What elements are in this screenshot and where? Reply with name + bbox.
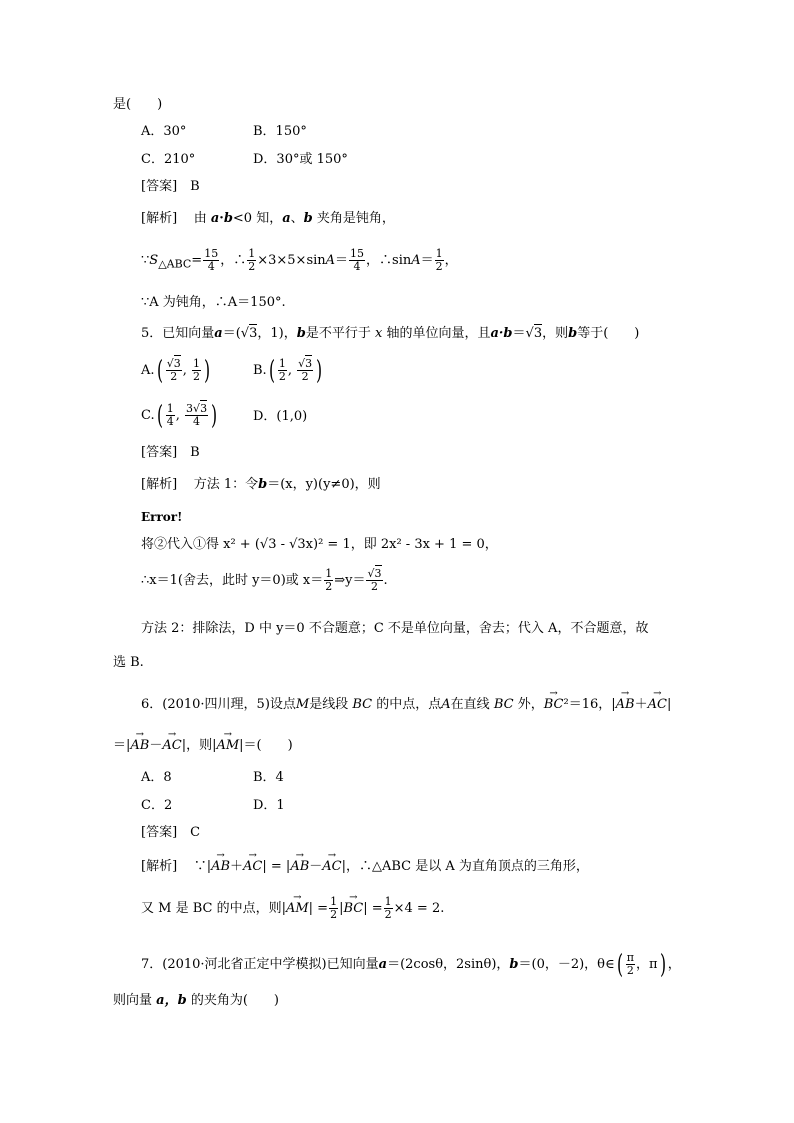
q6-option-c: C．2 [141, 798, 173, 813]
q6-answer: [答案] C [141, 825, 201, 840]
q5-option-a: A.( $\frac{√3}{2}$ , $\frac{1}{2}$ ) [141, 355, 211, 386]
q6-option-b: B．4 [253, 770, 284, 785]
analysis-text: 夹角是钝角， [316, 211, 395, 226]
analysis-text: <0 知， [232, 211, 283, 226]
fraction: $\frac{15}{4}$ [204, 247, 219, 273]
q6-stem-line1: 6．(2010·四川理，5)设点M是线段 BC 的中点，点A在直线 BC 外，→ BC²＝16，|→ AB＋→ AC| [141, 696, 671, 714]
q5-method2: 方法 2：排除法，D 中 y＝0 不合题意；C 不是单位向量，舍去；代入 A，不合题意，故 [141, 621, 649, 636]
q5-substitution: 将②代入①得 x² + (√3 - √3x)² = 1，即 2x² - 3x + 1 = 0， [141, 537, 498, 552]
math-text: ，∴sin [366, 253, 412, 268]
q4-option-c: C．210° [141, 152, 196, 167]
q5-option-c: C.( $\frac{1}{4}$ , $\frac{3√3}{4}$ ) [141, 400, 218, 431]
math-sub: △ABC [158, 257, 192, 271]
q4-analysis: [解析] 由 a·b<0 知，a、b 夹角是钝角， [141, 211, 395, 226]
math-a: A [411, 253, 421, 268]
q5-option-d: D．(1,0) [253, 409, 308, 424]
fraction: $\frac{1}{2}$ [435, 247, 443, 273]
q5-method2-end: 选 B. [113, 655, 144, 670]
fraction: $\frac{1}{2}$ [248, 247, 256, 273]
q6-option-d: D．1 [253, 798, 285, 813]
math-a: A [325, 253, 336, 268]
fraction: $\frac{15}{4}$ [350, 247, 365, 273]
q4-conclusion: ∵A 为钝角，∴A＝150°. [141, 295, 286, 310]
q5-stem: 5．已知向量a＝(√3，1)，b是不平行于 x 轴的单位向量，且a·b＝√3，则b等于( ) [141, 326, 640, 341]
q4-option-d: D．30°或 150° [253, 152, 348, 167]
q4-option-a: A．30° [141, 124, 187, 139]
q6-option-a: A．8 [141, 770, 172, 785]
q4-option-b: B．150° [253, 124, 307, 139]
math-text: ×3×5×sin [257, 253, 326, 268]
q5-answer: [答案] B [141, 445, 200, 460]
analysis-label: [解析] [141, 211, 178, 226]
q4-stem-tail: 是( ) [113, 97, 163, 112]
math-s: S [149, 253, 159, 268]
q6-analysis-2: 又 M 是 BC 的中点，则|→ AM| = $\frac{1}{2}$ |→ BC| = $\frac{1}{2}$ ×4 = 2. [141, 896, 444, 922]
math-text: ， [444, 253, 458, 268]
math-eq: = [191, 253, 203, 268]
q4-answer: [答案] B [141, 179, 200, 194]
q7-stem-line2: 则向量 a，b 的夹角为( ) [113, 993, 279, 1008]
q5-root: ∴x＝1(舍去，此时 y＝0)或 x＝ $\frac{1}{2}$ ⇒y＝ $\frac{√3}{2}$ . [141, 567, 388, 593]
q5-method1: [解析] 方法 1：令b＝(x，y)(y≠0)，则 [141, 477, 381, 492]
analysis-text: 由 [193, 211, 207, 226]
q4-step1: $\because S_{\triangle ABC}=$ $\frac{15}{4}$ ，∴ $\frac{1}{2}$ ×3×5×sinA＝ $\frac{15}{4}$ ，∴sinA＝ $\frac{1}{2}$ ， [141, 247, 458, 273]
q6-analysis: [解析] ∵|→ AB＋→ AC| = |→ AB－→ AC|，∴△ABC 是以 A 为直角顶点的三角形， [141, 858, 589, 876]
q7-stem-line1: 7．(2010·河北省正定中学模拟)已知向量a＝(2cosθ，2sinθ)，b＝(0，－2)，θ∈( $\frac{\pi}{2}$ ，π) ， [141, 949, 681, 980]
q5-option-b: B.( $\frac{1}{2}$ , $\frac{√3}{2}$ ) [253, 355, 323, 386]
q6-stem-line2: ＝|→ AB－→ AC|，则|→ AM|＝( ) [113, 737, 293, 755]
error-text: Error! [141, 510, 183, 524]
math-text: ，∴ [220, 253, 247, 268]
